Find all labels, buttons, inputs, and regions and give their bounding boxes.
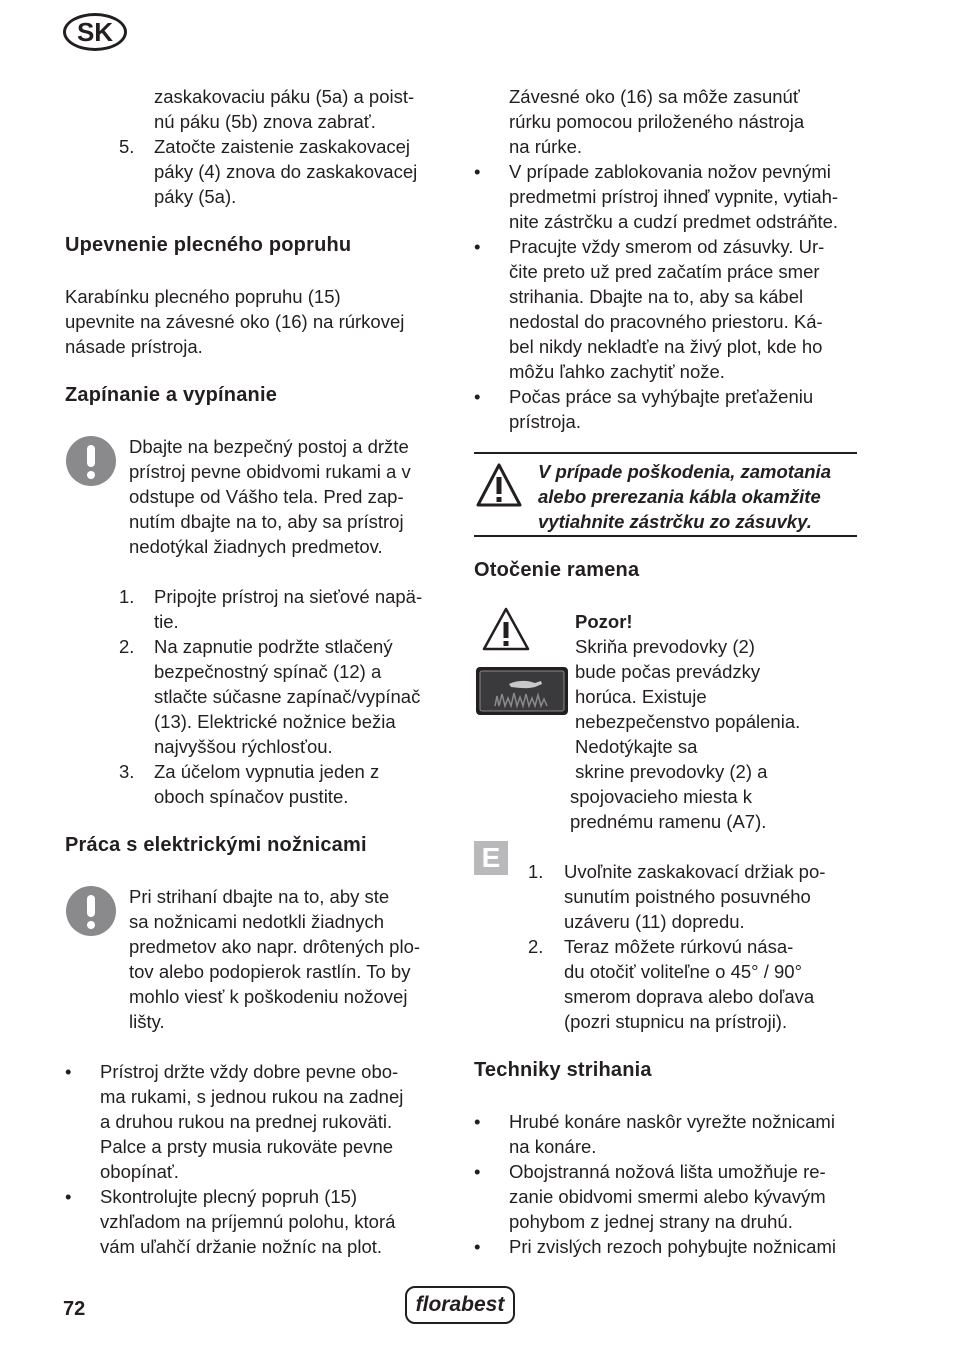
text-line: Počas práce sa vyhýbajte preťaženiu xyxy=(509,386,814,407)
caution-line: spojovacieho miesta k xyxy=(570,786,753,807)
step-number: 3. xyxy=(119,761,135,782)
text-line: ma rukami, s jednou rukou na zadnej xyxy=(100,1086,404,1107)
text-line: čite preto už pred začatím práce smer xyxy=(509,261,820,282)
text-line: tie. xyxy=(154,611,179,632)
text-line: nite zástrčku a cudzí predmet odstráňte. xyxy=(509,211,839,232)
hot-surface-icon xyxy=(475,666,569,716)
caution-line: prednému ramenu (A7). xyxy=(570,811,767,832)
caution-line: nebezpečenstvo popálenia. xyxy=(575,711,801,732)
note-line: sa nožnicami nedotkli žiadnych xyxy=(129,911,385,932)
note-line: odstupe od Vášho tela. Pred zap- xyxy=(129,486,404,507)
text-line: Teraz môžete rúrkovú násа- xyxy=(564,936,794,957)
text-line: násade prístroja. xyxy=(65,336,203,357)
section-heading: Techniky strihania xyxy=(474,1059,652,1081)
warning-line: alebo prerezania kábla okamžite xyxy=(538,486,821,507)
text-line: zanie obidvomi smermi alebo kývavým xyxy=(509,1186,826,1207)
text-line: Za účelom vypnutia jeden z xyxy=(154,761,380,782)
step-number: 2. xyxy=(528,936,544,957)
text-line: Hrubé konáre naskôr vyrežte nožnicami xyxy=(509,1111,835,1132)
text-line: bel nikdy nekladťe na živý plot, kde ho xyxy=(509,336,823,357)
text-line: strihania. Dbajte na to, aby sa kábel xyxy=(509,286,804,307)
warning-triangle-icon xyxy=(481,606,531,652)
text-line: Prístroj držte vždy dobre pevne obo- xyxy=(100,1061,399,1082)
text-line: Uvoľnite zaskakovací držiak po- xyxy=(564,861,826,882)
text-line: vzhľadom na príjemnú polohu, ktorá xyxy=(100,1211,396,1232)
note-line: prístroj pevne obidvomi rukami a v xyxy=(129,461,411,482)
page-number: 72 xyxy=(63,1298,86,1320)
text-line: Zatočte zaistenie zaskakovacej xyxy=(154,136,411,157)
text-line: du otočiť voliteľne o 45° / 90° xyxy=(564,961,802,982)
caution-line: skrine prevodovky (2) a xyxy=(570,761,768,782)
text-line: Pri zvislých rezoch pohybujte nožnicami xyxy=(509,1236,836,1257)
text-line: rúrku pomocou priloženého nástroja xyxy=(509,111,805,132)
exclamation-icon xyxy=(66,436,116,486)
warning-line: vytiahnite zástrčku zo zásuvky. xyxy=(538,511,812,532)
text-line: Závesné oko (16) sa môže zasunúť xyxy=(509,86,800,107)
caution-line: horúca. Existuje xyxy=(575,686,707,707)
text-line: predmetmi prístroj ihneď vypnite, vytiah- xyxy=(509,186,839,207)
section-heading: Upevnenie plecného popruhu xyxy=(65,234,352,256)
note-line: Pri strihaní dbajte na to, aby ste xyxy=(129,886,390,907)
text-line: prístroja. xyxy=(509,411,581,432)
text-line: a druhou rukou na prednej rukoväti. xyxy=(100,1111,393,1132)
note-line: predmetov ako napr. drôtených plo- xyxy=(129,936,421,957)
warning-top-rule xyxy=(474,452,857,454)
bullet-marker: • xyxy=(474,1111,481,1132)
text-line: na rúrke. xyxy=(509,136,583,157)
caution-line: bude počas prevádzky xyxy=(575,661,761,682)
text-line: oboch spínačov pustite. xyxy=(154,786,349,807)
text-line: páky (5a). xyxy=(154,186,237,207)
step-number: 5. xyxy=(119,136,135,157)
bullet-marker: • xyxy=(474,161,481,182)
text-line: nedostal do pracovného priestoru. Ká- xyxy=(509,311,823,332)
text-line: upevnite na závesné oko (16) na rúrkovej xyxy=(65,311,405,332)
language-badge: SK xyxy=(63,13,127,51)
exclamation-icon xyxy=(66,886,116,936)
figure-e-label: E xyxy=(474,841,508,875)
note-line: Dbajte na bezpečný postoj a držte xyxy=(129,436,409,457)
text-line: nú páku (5b) znova zabrať. xyxy=(154,111,376,132)
text-line: Skontrolujte plecný popruh (15) xyxy=(100,1186,358,1207)
text-line: na konáre. xyxy=(509,1136,597,1157)
text-line: Na zapnutie podržte stlačený xyxy=(154,636,393,657)
warning-bottom-rule xyxy=(474,535,857,537)
section-heading: Zapínanie a vypínanie xyxy=(65,384,278,406)
text-line: páky (4) znova do zaskakovacej xyxy=(154,161,418,182)
text-line: Pripojte prístroj na sieťové napä- xyxy=(154,586,423,607)
section-heading: Otočenie ramena xyxy=(474,559,640,581)
brand-logo: florabest xyxy=(405,1286,515,1324)
text-line: pohybom z jednej strany na druhú. xyxy=(509,1211,793,1232)
warning-line: V prípade poškodenia, zamotania xyxy=(538,461,831,482)
step-number: 1. xyxy=(528,861,544,882)
warning-triangle-icon xyxy=(475,462,523,508)
text-line: V prípade zablokovania nožov pevnými xyxy=(509,161,831,182)
text-line: Palce a prsty musia rukoväte pevne xyxy=(100,1136,394,1157)
bullet-marker: • xyxy=(65,1186,72,1207)
text-line: najvyššou rýchlosťou. xyxy=(154,736,333,757)
text-line: Pracujte vždy smerom od zásuvky. Ur- xyxy=(509,236,825,257)
text-line: obopínať. xyxy=(100,1161,179,1182)
bullet-marker: • xyxy=(474,1236,481,1257)
step-number: 2. xyxy=(119,636,135,657)
caution-line: Skriňa prevodovky (2) xyxy=(575,636,755,657)
caution-title: Pozor! xyxy=(575,611,633,632)
section-heading: Práca s elektrickými nožnicami xyxy=(65,834,367,856)
bullet-marker: • xyxy=(474,386,481,407)
step-number: 1. xyxy=(119,586,135,607)
note-line: nedotýkal žiadnych predmetov. xyxy=(129,536,383,557)
note-line: nutím dbajte na to, aby sa prístroj xyxy=(129,511,404,532)
note-line: tov alebo podopierok rastlín. To by xyxy=(129,961,411,982)
caution-line: Nedotýkajte sa xyxy=(575,736,698,757)
text-line: môžu ľahko zachytiť nože. xyxy=(509,361,725,382)
text-line: zaskakovaciu páku (5a) a poist- xyxy=(154,86,415,107)
text-line: uzáveru (11) dopredu. xyxy=(564,911,745,932)
text-line: (13). Elektrické nožnice bežia xyxy=(154,711,396,732)
bullet-marker: • xyxy=(474,236,481,257)
text-line: stlačte súčasne zapínač/vypínač xyxy=(154,686,421,707)
bullet-marker: • xyxy=(65,1061,72,1082)
note-line: mohlo viesť k poškodeniu nožovej xyxy=(129,986,408,1007)
text-line: Obojstranná nožová lišta umožňuje re- xyxy=(509,1161,826,1182)
text-line: smerom doprava alebo doľava xyxy=(564,986,815,1007)
text-line: vám uľahčí držanie nožníc na plot. xyxy=(100,1236,383,1257)
note-line: lišty. xyxy=(129,1011,165,1032)
text-line: Karabínku plecného popruhu (15) xyxy=(65,286,341,307)
text-line: (pozri stupnicu na prístroji). xyxy=(564,1011,788,1032)
bullet-marker: • xyxy=(474,1161,481,1182)
text-line: bezpečnostný spínač (12) a xyxy=(154,661,382,682)
text-line: sunutím poistného posuvného xyxy=(564,886,811,907)
